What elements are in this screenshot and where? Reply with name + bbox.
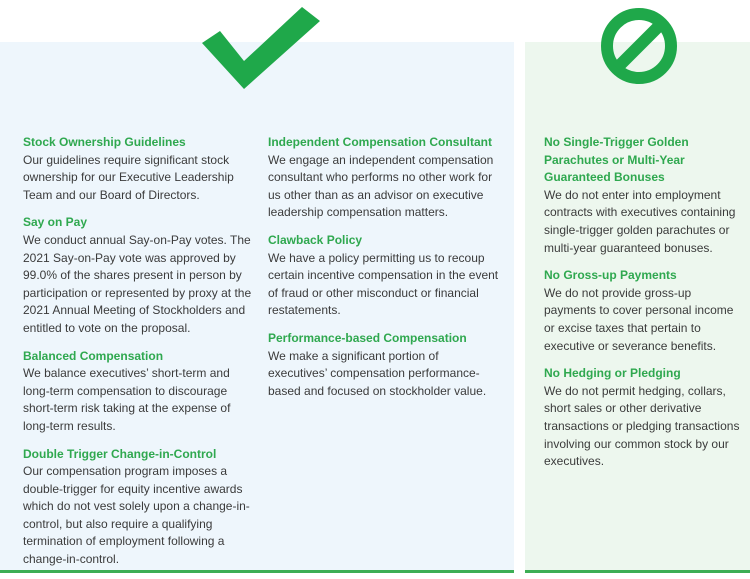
practice-heading: No Single-Trigger Golden Parachutes or Multi-Year Guaranteed Bonuses bbox=[544, 135, 689, 185]
practice-heading: Clawback Policy bbox=[268, 232, 363, 247]
practice-description: We do not enter into employment contracts with executives containing single-trigger golden parachutes or multi-year guaranteed bonuses. bbox=[544, 187, 736, 255]
dont-column bbox=[544, 134, 744, 481]
practice-heading: Independent Compensation Consultant bbox=[268, 135, 492, 149]
practice-description: We have a policy permitting us to recoup certain incentive compensation in the event of fraud or other misconduct or financial restatements. bbox=[268, 250, 499, 318]
practice-item bbox=[23, 214, 255, 337]
practice-description: We balance executives’ short-term and long-term compensation to discourage short-term risk taking at the expense of long-term results. bbox=[23, 366, 231, 433]
practice-description: We engage an independent compensation consultant who performs no other work for us other than as an advisor on executive leadership compensation matters. bbox=[268, 152, 494, 220]
practice-item bbox=[268, 232, 500, 320]
practice-heading: Balanced Compensation bbox=[23, 348, 164, 363]
practice-description: Our compensation program imposes a double-trigger for equity incentive awards which do not vest solely upon a change-in-control, but also require a qualifying termination of employment following a change-in-control. bbox=[23, 464, 250, 567]
prohibited-icon bbox=[599, 6, 679, 86]
practice-item bbox=[23, 134, 255, 204]
do-column-left bbox=[23, 134, 255, 579]
practice-heading: Say on Pay bbox=[23, 215, 88, 230]
practice-item bbox=[23, 446, 255, 569]
practice-item bbox=[544, 134, 744, 257]
practice-item bbox=[268, 330, 500, 400]
do-column-right bbox=[268, 134, 500, 410]
checkmark-icon bbox=[198, 3, 324, 91]
practice-item bbox=[23, 348, 255, 436]
practice-heading: Performance-based Compensation bbox=[268, 330, 467, 345]
dont-panel-bottom-rule bbox=[525, 570, 750, 573]
practice-description: We conduct annual Say-on-Pay votes. The 2021 Say-on-Pay vote was approved by 99.0% of the shares present in person by participation or represented by proxy at the 2021 Annual Meeting of Stockholders and entitled to vote on the proposal. bbox=[23, 232, 252, 335]
practice-heading: No Gross-up Payments bbox=[544, 268, 677, 283]
practice-description: We make a significant portion of executives’ compensation performance-based and focused on stockholder value. bbox=[268, 348, 487, 398]
practice-description: Our guidelines require significant stock ownership for our Executive Leadership Team and our Board of Directors. bbox=[23, 152, 234, 202]
practice-heading: Double Trigger Change-in-Control bbox=[23, 446, 217, 461]
practice-description: We do not permit hedging, collars, short sales or other derivative transactions or pledging transactions involving our common stock by our executives. bbox=[544, 383, 740, 469]
practice-heading: No Hedging or Pledging bbox=[544, 366, 681, 381]
practice-item bbox=[544, 365, 744, 471]
practice-description: We do not provide gross-up payments to cover personal income or excise taxes that pertain to executive or severance benefits. bbox=[544, 285, 734, 353]
practice-item bbox=[268, 134, 500, 222]
practice-heading: Stock Ownership Guidelines bbox=[23, 135, 186, 149]
practice-item bbox=[544, 267, 744, 355]
